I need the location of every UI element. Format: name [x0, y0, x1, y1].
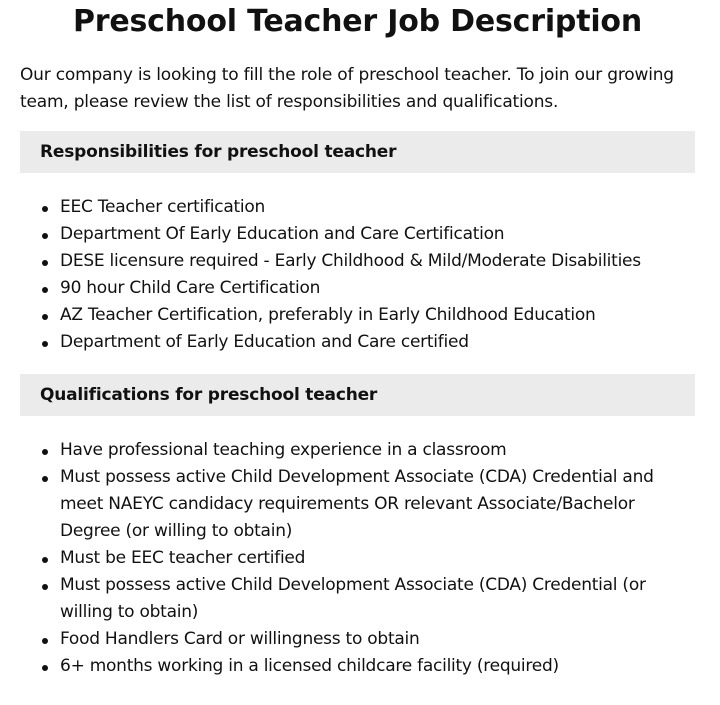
list-item: DESE licensure required - Early Childhood & Mild/Moderate Disabilities	[60, 248, 695, 275]
responsibilities-list	[20, 194, 695, 356]
list-item: Department of Early Education and Care certified	[60, 329, 695, 356]
job-description-page	[20, 0, 695, 680]
intro-paragraph: Our company is looking to fill the role of preschool teacher. To join our growing team, please review the list of responsibilities and qualifications.	[20, 65, 674, 112]
list-item: Must possess active Child Development Associate (CDA) Credential and meet NAEYC candidacy requirements OR relevant Associate/Bachelor Degree (or willing to obtain)	[60, 464, 695, 545]
list-item: Must be EEC teacher certified	[60, 545, 695, 572]
list-item: 6+ months working in a licensed childcare facility (required)	[60, 653, 695, 680]
qualifications-list	[20, 437, 695, 680]
list-item: Department Of Early Education and Care Certification	[60, 221, 695, 248]
list-item: Food Handlers Card or willingness to obtain	[60, 626, 695, 653]
list-item: AZ Teacher Certification, preferably in Early Childhood Education	[60, 302, 695, 329]
list-item: EEC Teacher certification	[60, 194, 695, 221]
qualifications-heading: Qualifications for preschool teacher	[20, 374, 695, 416]
list-item: 90 hour Child Care Certification	[60, 275, 695, 302]
list-item: Must possess active Child Development Associate (CDA) Credential (or willing to obtain)	[60, 572, 695, 626]
page-title: Preschool Teacher Job Description	[73, 4, 642, 39]
list-item: Have professional teaching experience in a classroom	[60, 437, 695, 464]
responsibilities-heading: Responsibilities for preschool teacher	[20, 131, 695, 173]
